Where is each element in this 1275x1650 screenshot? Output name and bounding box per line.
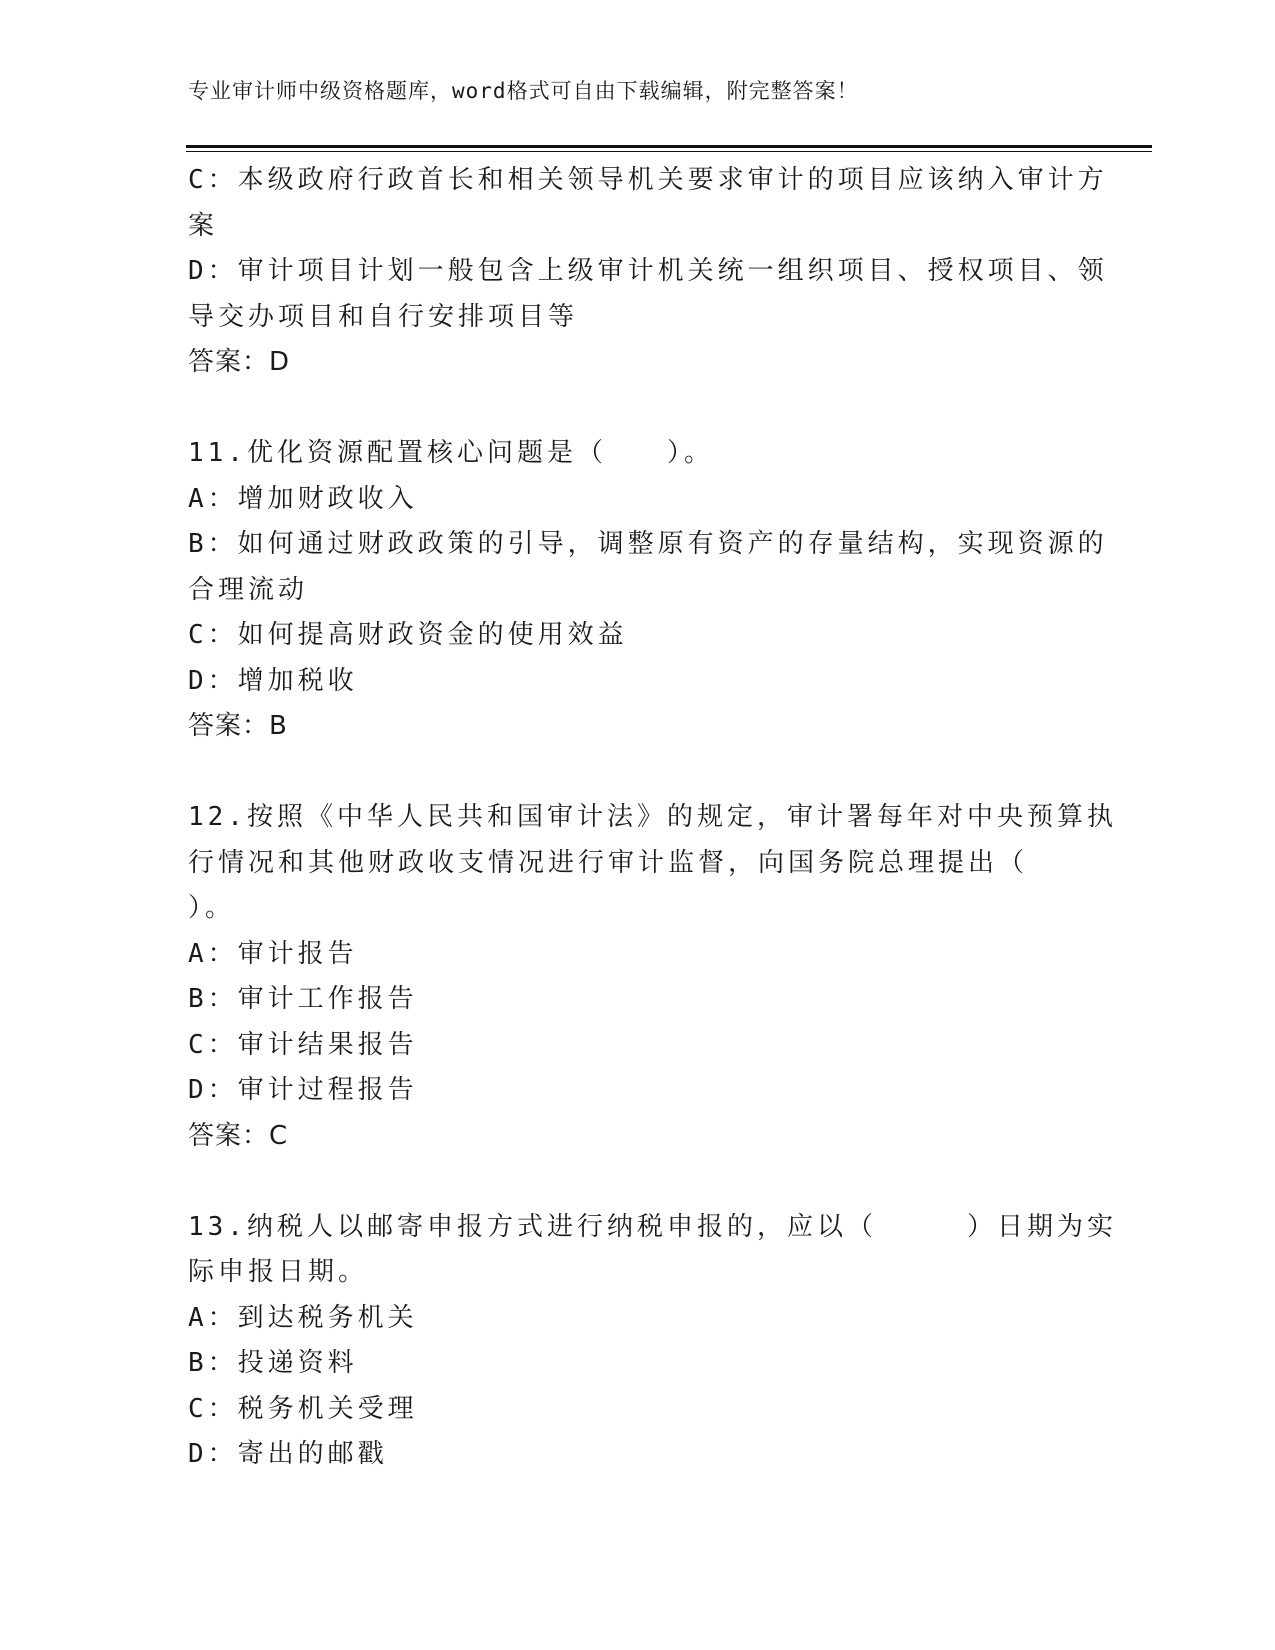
question-line: B：投递资料 — [188, 1348, 358, 1378]
question-line: B：如何通过财政政策的引导，调整原有资产的存量结构，实现资源的 — [188, 529, 1108, 559]
question-block — [188, 431, 1108, 750]
header-divider — [186, 145, 1152, 152]
question-line: ）。 — [188, 893, 236, 923]
question-line: 导交办项目和自行安排项目等 — [188, 301, 579, 332]
question-block — [188, 158, 1108, 386]
question-line: D：寄出的邮戳 — [188, 1439, 388, 1469]
answer-line: 答案：B — [188, 711, 288, 741]
question-line: D：增加税收 — [188, 665, 358, 696]
question-line: 13.纳税人以邮寄申报方式进行纳税申报的，应以（ ）日期为实 — [188, 1211, 1117, 1242]
question-block — [188, 1205, 1117, 1478]
question-line: C：税务机关受理 — [188, 1393, 418, 1424]
question-line: 合理流动 — [188, 574, 309, 605]
question-line: 11.优化资源配置核心问题是（ ）。 — [188, 438, 714, 468]
question-line: C：本级政府行政首长和相关领导机关要求审计的项目应该纳入审计方 — [188, 165, 1108, 195]
question-content — [188, 158, 1117, 1478]
question-line: A：到达税务机关 — [188, 1302, 418, 1333]
question-line: 行情况和其他财政收支情况进行审计监督，向国务院总理提出（ — [188, 847, 1029, 878]
page-header: 专业审计师中级资格题库，word格式可自由下载编辑，附完整答案！ — [188, 79, 859, 103]
block-spacer — [188, 1159, 1088, 1205]
answer-line: 答案：D — [188, 347, 291, 377]
question-line: C：审计结果报告 — [188, 1029, 418, 1060]
block-spacer — [188, 750, 1088, 796]
question-line: B：审计工作报告 — [188, 984, 418, 1014]
answer-line: 答案：C — [188, 1120, 289, 1151]
question-block — [188, 795, 1117, 1159]
question-line: 12.按照《中华人民共和国审计法》的规定，审计署每年对中央预算执 — [188, 802, 1117, 832]
question-line: 案 — [188, 210, 219, 241]
question-line: A：增加财政收入 — [188, 483, 418, 514]
block-spacer — [188, 386, 1088, 432]
question-line: D：审计项目计划一般包含上级审计机关统一组织项目、授权项目、领 — [188, 256, 1108, 286]
question-line: 际申报日期。 — [188, 1257, 369, 1287]
question-line: C：如何提高财政资金的使用效益 — [188, 620, 628, 650]
question-line: D：审计过程报告 — [188, 1075, 418, 1105]
question-line: A：审计报告 — [188, 938, 358, 969]
